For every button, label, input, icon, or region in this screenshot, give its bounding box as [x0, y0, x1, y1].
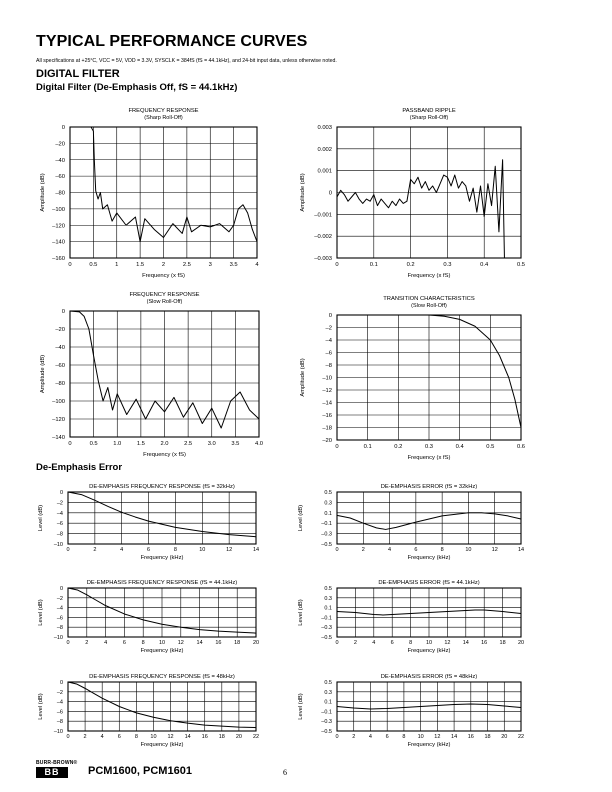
y-tick-label: –2	[56, 500, 63, 507]
x-tick-label: 8	[173, 547, 177, 553]
x-tick-label: 20	[252, 640, 260, 646]
x-tick-label: 0	[335, 734, 339, 740]
x-tick-label: 18	[484, 734, 491, 740]
y-axis-label: Amplitude (dB)	[300, 173, 306, 212]
x-tick-label: 0.2	[394, 444, 403, 450]
y-tick-label: –10	[53, 635, 63, 641]
series-line	[337, 704, 521, 709]
chart-subtitle: (Sharp Roll-Off)	[409, 115, 449, 121]
x-tick-label: 4	[104, 640, 108, 646]
x-tick-label: 0.5	[486, 444, 495, 450]
x-tick-label: 0	[335, 444, 339, 450]
x-tick-label: 0.5	[89, 441, 98, 447]
y-tick-label: 0	[328, 190, 332, 197]
y-axis-label: Level (dB)	[298, 693, 304, 720]
page-number: 6	[283, 768, 287, 777]
y-tick-label: –0.1	[321, 521, 332, 528]
y-tick-label: –40	[55, 345, 65, 351]
x-tick-label: 0.1	[369, 262, 378, 268]
chart-title: DE-EMPHASIS ERROR (fS = 32kHz)	[380, 484, 478, 490]
x-tick-label: 6	[390, 640, 394, 646]
x-tick-label: 8	[409, 640, 413, 646]
x-tick-label: 0	[335, 640, 339, 646]
x-tick-label: 14	[462, 640, 469, 646]
x-tick-label: 2.5	[182, 262, 191, 268]
chart-deemphasis-response-32k	[30, 478, 270, 570]
y-tick-label: 0.5	[324, 490, 332, 496]
y-tick-label: 0	[59, 680, 63, 686]
x-tick-label: 3	[208, 262, 212, 268]
y-tick-label: 0.3	[324, 500, 332, 507]
x-tick-label: 0.5	[516, 262, 526, 268]
y-tick-label: 0.5	[324, 680, 332, 686]
x-tick-label: 10	[417, 734, 424, 740]
x-tick-label: 0	[66, 640, 70, 646]
x-tick-label: 12	[491, 547, 498, 553]
y-tick-label: –4	[56, 605, 63, 612]
x-tick-label: 4	[388, 547, 392, 553]
y-tick-label: –60	[55, 363, 65, 369]
x-tick-label: 0	[335, 547, 339, 553]
x-tick-label: 2	[93, 547, 97, 553]
plot-frame	[68, 682, 256, 731]
x-axis-label: Frequency (kHz)	[407, 648, 451, 654]
y-tick-label: –0.3	[321, 625, 332, 632]
y-tick-label: –8	[56, 719, 63, 726]
y-tick-label: –4	[56, 699, 63, 706]
y-tick-label: –12	[322, 388, 332, 394]
chart-deemphasis-error-48k	[290, 668, 535, 760]
y-tick-label: –20	[322, 438, 332, 444]
x-tick-label: 0.3	[424, 444, 434, 450]
y-tick-label: –40	[55, 157, 65, 164]
x-tick-label: 22	[252, 734, 260, 740]
x-axis-label: Frequency (x fS)	[407, 455, 451, 461]
y-tick-label: –0.5	[321, 635, 332, 641]
section-heading-deemphasis: De-Emphasis Error	[36, 462, 123, 473]
chart-title: PASSBAND RIPPLE	[402, 108, 456, 114]
y-tick-label: 0	[59, 586, 63, 592]
y-tick-label: 0	[61, 309, 65, 315]
x-tick-label: 1.5	[136, 262, 145, 268]
x-tick-label: 0	[66, 734, 70, 740]
y-tick-label: –120	[52, 223, 65, 230]
chart-title: DE-EMPHASIS FREQUENCY RESPONSE (fS = 48kHz)	[89, 674, 235, 680]
series-line	[337, 513, 521, 530]
chart-deemphasis-error-32k	[290, 478, 535, 570]
x-axis-label: Frequency (x fS)	[142, 273, 185, 279]
x-tick-label: 10	[425, 640, 433, 646]
x-tick-label: 2	[352, 734, 356, 740]
section-heading-digital-filter: DIGITAL FILTER	[36, 68, 120, 80]
y-tick-label: –0.002	[314, 234, 332, 241]
x-tick-label: 8	[134, 734, 138, 740]
y-tick-label: –140	[52, 435, 65, 441]
x-tick-label: 16	[467, 734, 474, 740]
y-tick-label: –0.3	[321, 719, 332, 726]
x-tick-label: 12	[177, 640, 184, 646]
y-axis-label: Amplitude (dB)	[40, 173, 46, 212]
x-axis-label: Frequency (kHz)	[407, 742, 451, 748]
x-tick-label: 0.2	[406, 262, 415, 268]
plot-frame	[337, 492, 521, 544]
y-tick-label: 0.3	[324, 595, 332, 602]
x-tick-label: 2.0	[160, 441, 169, 447]
x-tick-label: 4	[100, 734, 104, 740]
burr-brown-logo	[36, 760, 78, 778]
y-tick-label: –2	[56, 689, 63, 696]
x-tick-label: 0	[68, 262, 72, 268]
subsection-heading-digital-filter: Digital Filter (De-Emphasis Off, fS = 44.1kHz)	[36, 82, 238, 93]
x-tick-label: 10	[150, 734, 157, 740]
x-tick-label: 16	[201, 734, 208, 740]
y-tick-label: –20	[55, 327, 65, 333]
y-tick-label: –6	[325, 350, 332, 357]
y-axis-label: Level (dB)	[38, 693, 44, 720]
y-tick-label: –4	[325, 338, 332, 344]
series-line	[68, 492, 256, 537]
x-axis-label: Frequency (kHz)	[407, 555, 451, 561]
chart-passband-ripple	[290, 100, 535, 280]
y-axis-label: Level (dB)	[298, 504, 304, 532]
x-tick-label: 14	[252, 547, 260, 553]
x-tick-label: 2	[353, 640, 357, 646]
x-tick-label: 0.5	[89, 262, 98, 268]
y-tick-label: 0.001	[317, 168, 332, 175]
y-tick-label: 0.1	[324, 605, 332, 612]
y-tick-label: 0	[61, 125, 65, 131]
x-tick-label: 6	[385, 734, 389, 740]
y-tick-label: –100	[52, 206, 65, 213]
y-axis-label: Level (dB)	[38, 504, 44, 532]
x-tick-label: 6	[117, 734, 121, 740]
x-tick-label: 16	[215, 640, 222, 646]
y-tick-label: –8	[56, 625, 63, 632]
x-tick-label: 20	[235, 734, 242, 740]
y-tick-label: –160	[52, 256, 65, 262]
page-title: TYPICAL PERFORMANCE CURVES	[36, 33, 308, 50]
y-tick-label: –2	[56, 595, 63, 602]
x-tick-label: 0	[68, 441, 72, 447]
y-tick-label: –10	[322, 375, 332, 382]
x-tick-label: 10	[465, 547, 472, 553]
x-tick-label: 22	[517, 734, 525, 740]
x-tick-label: 1.0	[113, 441, 122, 447]
y-tick-label: –6	[56, 521, 63, 528]
y-tick-label: –0.1	[321, 615, 332, 622]
y-tick-label: –0.5	[321, 729, 332, 735]
chart-title: TRANSITION CHARACTERISTICS	[383, 296, 475, 302]
x-tick-label: 0.4	[480, 262, 489, 268]
chart-title: DE-EMPHASIS ERROR (fS = 48kHz)	[380, 674, 478, 680]
y-axis-label: Level (dB)	[38, 599, 44, 626]
y-tick-label: –14	[322, 400, 332, 407]
x-tick-label: 20	[517, 640, 525, 646]
x-tick-label: 14	[184, 734, 191, 740]
y-tick-label: 0.002	[317, 146, 332, 153]
chart-frequency-response-slow	[30, 284, 270, 464]
y-tick-label: 0.3	[324, 689, 332, 696]
x-tick-label: 10	[158, 640, 166, 646]
y-tick-label: 0.5	[324, 586, 332, 592]
y-tick-label: –8	[56, 531, 63, 538]
chart-deemphasis-response-44k	[30, 574, 270, 666]
chart-frequency-response-sharp	[30, 100, 270, 280]
y-tick-label: 0.1	[324, 699, 332, 706]
x-tick-label: 0.3	[443, 262, 452, 268]
y-tick-label: –2	[325, 325, 332, 332]
y-tick-label: 0	[59, 490, 63, 496]
x-tick-label: 0	[66, 547, 70, 553]
chart-title: DE-EMPHASIS FREQUENCY RESPONSE (fS = 32kHz)	[89, 484, 235, 490]
chart-title: DE-EMPHASIS ERROR (fS = 44.1kHz)	[378, 580, 480, 586]
x-tick-label: 16	[481, 640, 488, 646]
plot-frame	[68, 492, 256, 544]
y-tick-label: –6	[56, 709, 63, 716]
y-tick-label: –60	[55, 174, 65, 181]
y-tick-label: –0.5	[321, 542, 332, 548]
x-tick-label: 4.0	[254, 441, 264, 447]
x-tick-label: 6	[147, 547, 151, 553]
y-tick-label: –20	[55, 141, 65, 148]
y-tick-label: –8	[325, 363, 332, 369]
x-tick-label: 8	[440, 547, 444, 553]
x-tick-label: 2	[361, 547, 365, 553]
x-tick-label: 4	[120, 547, 124, 553]
x-tick-label: 2	[161, 262, 166, 268]
y-tick-label: –4	[56, 510, 63, 517]
footer-part-number: PCM1600, PCM1601	[88, 765, 192, 777]
x-axis-label: Frequency (kHz)	[140, 648, 184, 654]
x-tick-label: 6	[414, 547, 418, 553]
chart-deemphasis-error-44k	[290, 574, 535, 666]
chart-subtitle: (Sharp Roll-Off)	[144, 115, 183, 121]
chart-subtitle: (Slow Roll-Off)	[411, 303, 447, 309]
x-tick-label: 10	[199, 547, 206, 553]
x-axis-label: Frequency (kHz)	[140, 742, 184, 748]
chart-title: FREQUENCY RESPONSE	[128, 108, 199, 114]
y-tick-label: –10	[53, 542, 63, 548]
x-tick-label: 18	[218, 734, 225, 740]
x-axis-label: Frequency (x fS)	[407, 273, 451, 279]
y-tick-label: –0.001	[314, 212, 332, 219]
y-tick-label: 0.003	[317, 125, 332, 131]
y-tick-label: –16	[322, 413, 332, 419]
x-tick-label: 2	[83, 734, 87, 740]
y-tick-label: –140	[52, 239, 65, 246]
x-tick-label: 12	[226, 547, 233, 553]
x-tick-label: 18	[234, 640, 241, 646]
series-line	[68, 682, 256, 728]
x-tick-label: 14	[196, 640, 203, 646]
logo-mark: BB	[36, 767, 68, 778]
y-tick-label: –0.003	[314, 256, 332, 262]
y-axis-label: Amplitude (dB)	[300, 358, 306, 397]
y-tick-label: 0.1	[324, 510, 332, 517]
x-tick-label: 20	[501, 734, 508, 740]
series-line	[337, 160, 504, 258]
x-tick-label: 1.5	[136, 441, 145, 447]
y-tick-label: –10	[53, 729, 63, 735]
x-axis-label: Frequency (x fS)	[143, 452, 186, 458]
y-axis-label: Amplitude (dB)	[40, 354, 46, 394]
x-tick-label: 0	[335, 262, 339, 268]
x-tick-label: 8	[402, 734, 406, 740]
y-tick-label: –18	[322, 425, 332, 432]
y-tick-label: –80	[55, 381, 65, 387]
y-tick-label: –80	[55, 190, 65, 197]
x-tick-label: 12	[434, 734, 441, 740]
x-tick-label: 4	[372, 640, 376, 646]
x-tick-label: 2.5	[184, 441, 193, 447]
x-tick-label: 6	[122, 640, 126, 646]
chart-deemphasis-response-48k	[30, 668, 270, 760]
logo-wordmark: BURR-BROWN®	[36, 760, 78, 766]
y-tick-label: –0.1	[321, 709, 332, 716]
y-tick-label: 0	[328, 313, 332, 319]
chart-title: FREQUENCY RESPONSE	[129, 292, 200, 298]
y-axis-label: Level (dB)	[298, 599, 304, 626]
x-tick-label: 0.6	[516, 444, 526, 450]
y-tick-label: –0.3	[321, 531, 332, 538]
y-tick-label: –120	[52, 417, 65, 423]
y-tick-label: –6	[56, 615, 63, 622]
x-tick-label: 8	[141, 640, 145, 646]
chart-title: DE-EMPHASIS FREQUENCY RESPONSE (fS = 44.1kHz)	[86, 580, 238, 586]
x-tick-label: 3.5	[229, 262, 238, 268]
x-tick-label: 14	[517, 547, 525, 553]
x-axis-label: Frequency (kHz)	[140, 555, 184, 561]
x-tick-label: 2	[85, 640, 89, 646]
chart-transition-characteristics	[290, 288, 535, 468]
spec-conditions: All specifications at +25°C, VCC = 5V, VDD = 3.3V, SYSCLK = 384fS (fS = 44.1kHz), and 24-bit input data, unless otherwise noted.	[36, 58, 337, 64]
y-tick-label: –100	[52, 399, 65, 405]
x-tick-label: 12	[167, 734, 174, 740]
x-tick-label: 4	[368, 734, 372, 740]
x-tick-label: 3.5	[231, 441, 240, 447]
x-tick-label: 1	[115, 262, 119, 268]
x-tick-label: 4	[255, 262, 259, 268]
x-tick-label: 0.1	[363, 444, 372, 450]
x-tick-label: 14	[451, 734, 458, 740]
x-tick-label: 0.4	[455, 444, 464, 450]
chart-subtitle: (Slow Roll-Off)	[146, 299, 183, 305]
x-tick-label: 18	[499, 640, 506, 646]
x-tick-label: 3.0	[207, 441, 216, 447]
x-tick-label: 12	[444, 640, 451, 646]
